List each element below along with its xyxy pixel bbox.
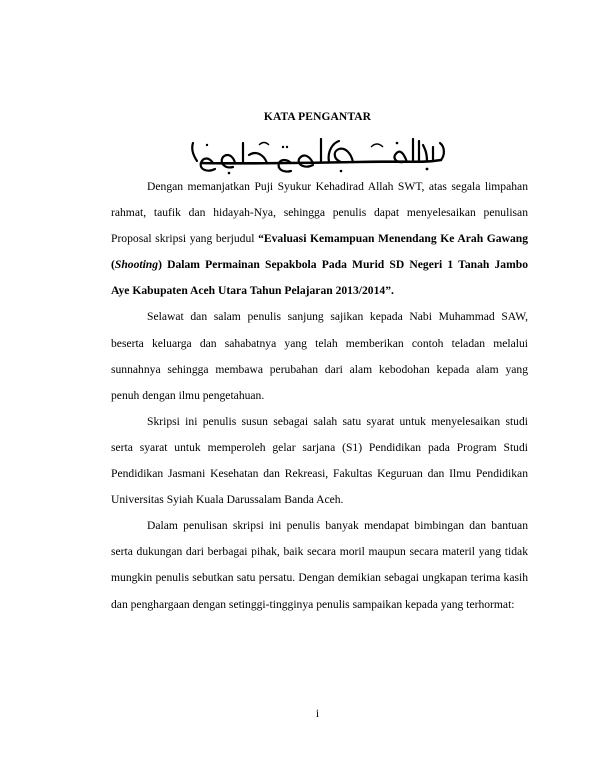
title-continuation: ) Dalam Permainan Sepakbola Pada Murid SD Negeri 1 Tanah Jambo [158,258,528,272]
paragraph-line: Pendidikan Jasmani Kesehatan dan Rekreasi, Fakultas Keguruan dan Ilmu Pendidikan [111,467,528,481]
thesis-title-part-2 [111,252,528,278]
paragraph-1 [111,174,528,304]
paragraph-line: Dengan memanjatkan Puji Syukur Kehadirad Allah SWT, atas segala limpahan [147,180,528,193]
paragraph-line-with-title [111,226,528,252]
text-plain: Proposal skripsi yang berjudul [111,232,259,246]
paragraph-line: Skripsi ini penulis susun sebagai salah satu syarat untuk menyelesaikan studi [147,414,528,428]
paragraph-line: Dalam penulisan skripsi ini penulis banyak mendapat bimbingan dan bantuan [147,519,528,533]
paragraph-line: Universitas Syiah Kuala Darussalam Banda Aceh. [111,493,344,507]
paragraph-line: rahmat, taufik dan hidayah-Nya, sehingga penulis dapat menyelesaikan penulisan [111,206,528,220]
paragraph-line: penuh dengan ilmu pengetahuan. [111,388,265,402]
page-title: KATA PENGANTAR [263,111,372,123]
paragraph-2 [111,304,528,408]
paragraph-line: Selawat dan salam penulis sanjung sajikan kepada Nabi Muhammad SAW, [147,310,528,324]
body-text [111,174,528,618]
page-number: i [315,708,320,720]
paragraph-line: beserta keluarga dan sahabatnya yang telah memberikan contoh teladan melalui [111,336,528,350]
paragraph-line: serta dukungan dari berbagai pihak, baik secara moril maupun secara materil yang tidak [111,545,528,559]
italic-term: Shooting [114,258,159,272]
paragraph-line: dan penghargaan dengan setinggi-tingginya penulis sampaikan kepada yang terhormat: [111,597,515,611]
paragraph-line: mungkin penulis sebutkan satu persatu. Dengan demikian sebagai ungkapan terima kasih [111,571,528,585]
paragraph-4 [111,513,528,617]
bracket-open: ( [111,258,115,272]
paragraph-line: sunnahnya sehingga membawa perubahan dari alam kebodohan kepada alam yang [111,362,528,376]
paragraph-3 [111,409,528,513]
thesis-title-part-1: “Evaluasi Kemampuan Menendang Ke Arah Gawang [258,232,528,246]
basmalah-calligraphy [183,133,453,175]
thesis-title-part-3: Aye Kabupaten Aceh Utara Tahun Pelajaran 2013/2014”. [111,284,394,298]
paragraph-line: serta syarat untuk memperoleh gelar sarjana (S1) Pendidikan pada Program Studi [111,440,528,454]
